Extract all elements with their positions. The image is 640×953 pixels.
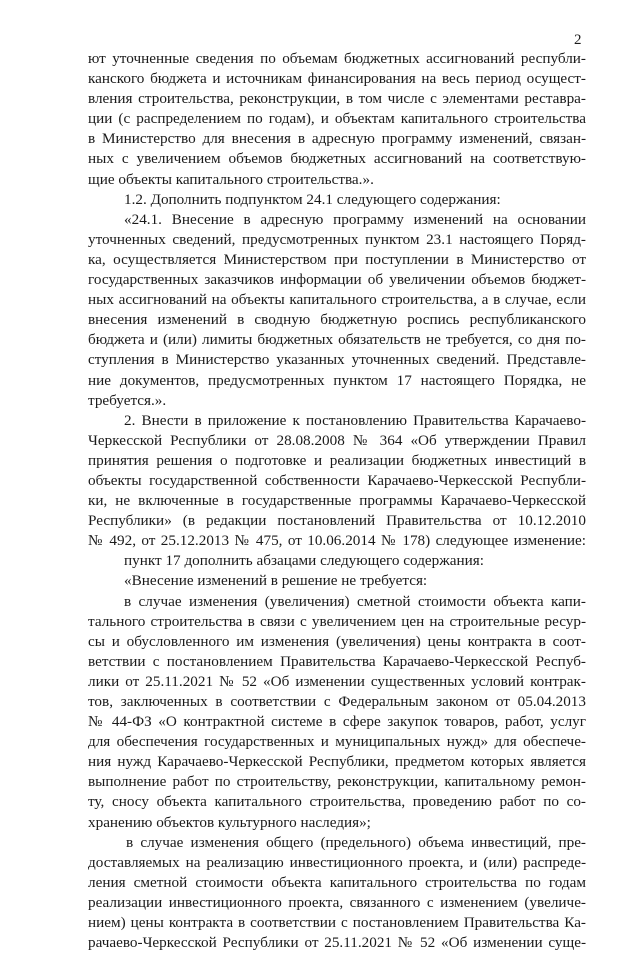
text-line: «Внесение изменений в решение не требуется: — [124, 572, 428, 590]
text-line: вления строительства, реконструкции, в том числе с элементами реставра- — [88, 90, 586, 108]
text-line: ка, осуществляется Министерством при поступлении в Министерство от — [88, 250, 586, 268]
text-line: ют уточненные сведения по объемам бюджетных ассигнований республи- — [88, 50, 586, 67]
text-line: уточненных сведений, предусмотренных пунктом 23.1 настоящего Поряд- — [88, 230, 586, 248]
text-line: требуется.». — [88, 391, 167, 409]
page-number: 2 — [574, 32, 582, 48]
text-line: ления сметной стоимости объекта капитального строительства по годам — [88, 873, 586, 891]
document-body — [88, 49, 586, 953]
text-line: внесения изменений в сводную бюджетную роспись республиканского — [88, 311, 586, 329]
text-line: Черкесской Республики от 28.08.2008 № 364 «Об утверждении Правил — [88, 431, 586, 449]
text-line: рачаево-Черкесской Республики от 25.11.2021 № 52 «Об изменении суще- — [88, 934, 586, 952]
text-line: ния нужд Карачаево-Черкесской Республики, предметом которых является — [88, 753, 586, 771]
text-line: тов, заключенных в соответствии с Федеральным законом от 05.04.2013 — [88, 693, 586, 710]
text-line: № 492, от 25.12.2013 № 475, от 10.06.2014 № 178) следующее изменение: — [88, 532, 586, 550]
text-line: доставляемых на реализацию инвестиционного проекта, и (или) распреде- — [88, 853, 586, 871]
text-line: 1.2. Дополнить подпунктом 24.1 следующего содержания: — [124, 190, 501, 208]
text-line: ту, сносу объекта капитального строительства, проведению работ по со- — [88, 793, 586, 811]
text-line: ции (с распределением по годам), и объектам капитального строительства — [88, 110, 586, 128]
text-line: ных с увеличением объемов бюджетных ассигнований на соответствую- — [88, 150, 586, 168]
text-line: нием) цены контракта в соответствии с постановлением Правительства Ка- — [88, 914, 586, 932]
text-line: ветствии с постановлением Правительства Карачаево-Черкесской Респуб- — [88, 652, 586, 670]
text-line: Республики» (в редакции постановлений Правительства от 10.12.2010 — [88, 512, 586, 530]
text-line: № 44-ФЗ «О контрактной системе в сфере закупок товаров, работ, услуг — [88, 713, 586, 731]
text-line: в Министерство для внесения в адресную программу изменений, связан- — [88, 130, 586, 148]
text-line: государственных заказчиков информации об увеличении объемов бюджет- — [88, 271, 586, 289]
text-line: для обеспечения государственных и муниципальных нужд» для обеспече- — [88, 733, 586, 751]
text-line: бюджета и (или) лимиты бюджетных обязательств не требуется, со дня по- — [88, 331, 586, 349]
text-line: реализации инвестиционного проекта, связанного с изменением (увеличе- — [88, 893, 586, 911]
text-line: сы и обусловленного им изменения (увеличения) цены контракта в соот- — [88, 632, 586, 650]
text-line: тального строительства в связи с увеличением цен на строительные ресур- — [88, 612, 586, 630]
text-line: канского бюджета и источникам финансирования на весь период осущест- — [88, 70, 586, 88]
text-line: выполнение работ по строительству, реконструкции, капитальному ремон- — [88, 773, 586, 791]
text-line: ступления в Министерство указанных уточненных сведений. Представле- — [88, 351, 586, 369]
text-line: щие объекты капитального строительства.». — [88, 170, 374, 188]
text-line: лики от 25.11.2021 № 52 «Об изменении существенных условий контрак- — [88, 672, 586, 690]
text-line: ки, не включенные в государственные программы Карачаево-Черкесской — [88, 492, 586, 510]
text-line: 2. Внести в приложение к постановлению Правительства Карачаево- — [124, 411, 586, 429]
text-line: в случае изменения (увеличения) сметной стоимости объекта капи- — [124, 592, 586, 610]
text-line: «24.1. Внесение в адресную программу изменений на основании — [124, 210, 586, 228]
text-line: объекты государственной собственности Карачаево-Черкесской Республи- — [88, 471, 586, 489]
text-line: хранению объектов культурного наследия»; — [88, 813, 371, 831]
text-line: ных ассигнований на объекты капитального строительства, а в случае, если — [88, 291, 586, 309]
text-line: пункт 17 дополнить абзацами следующего содержания: — [124, 552, 484, 570]
text-line: принятия решения о подготовке и реализации бюджетных инвестиций в — [88, 451, 586, 469]
text-line: ние документов, предусмотренных пунктом 17 настоящего Порядка, не — [88, 371, 586, 389]
text-line: в случае изменения общего (предельного) объема инвестиций, пре- — [126, 833, 586, 851]
